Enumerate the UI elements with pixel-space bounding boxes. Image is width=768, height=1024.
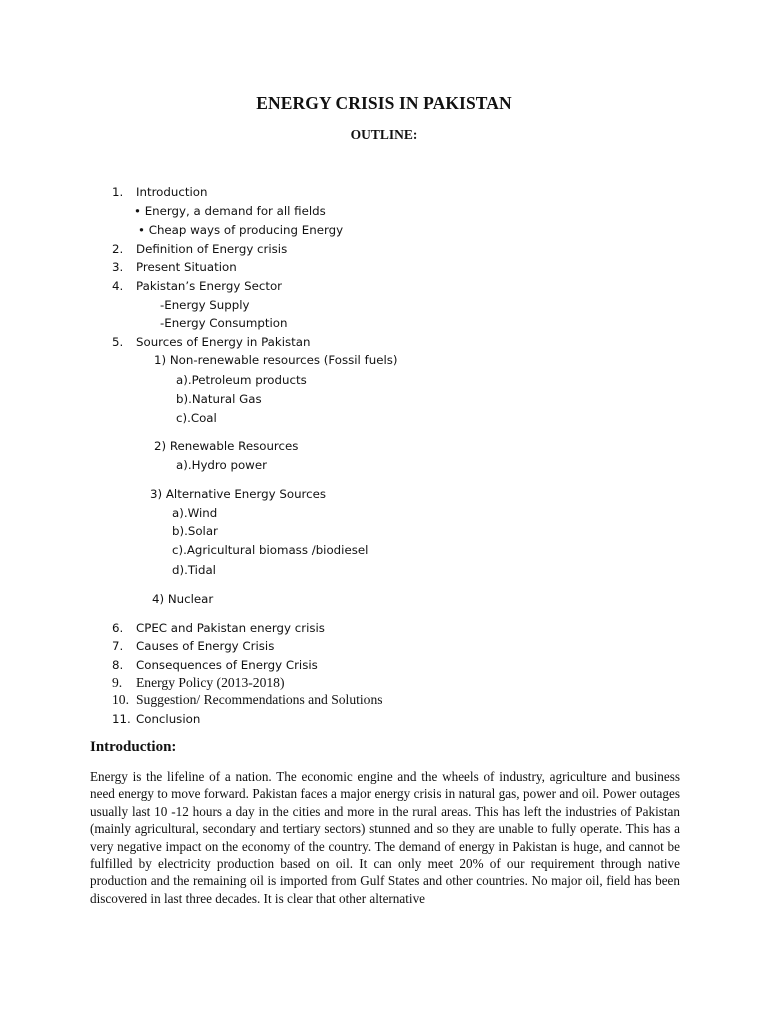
outline-item-text: 3) Alternative Energy Sources xyxy=(150,487,327,501)
outline-item-text: d).Tidal xyxy=(172,563,216,577)
outline-item-text: Suggestion/ Recommendations and Solutions xyxy=(136,692,383,707)
outline-item-text: 4) Nuclear xyxy=(152,592,214,606)
outline-item-text: b).Natural Gas xyxy=(176,392,262,406)
outline-item-text: CPEC and Pakistan energy crisis xyxy=(136,621,325,635)
outline-item-text: Conclusion xyxy=(136,712,201,726)
outline-item-text: Sources of Energy in Pakistan xyxy=(136,335,311,349)
outline-item-text: a).Hydro power xyxy=(176,458,267,472)
outline-item-text: a).Petroleum products xyxy=(176,373,307,387)
outline-item-text: -Energy Consumption xyxy=(160,316,288,330)
outline-item-text: 1) Non-renewable resources (Fossil fuels) xyxy=(154,353,398,367)
outline-item-text: • Cheap ways of producing Energy xyxy=(138,223,344,237)
outline-item-text: -Energy Supply xyxy=(160,298,250,312)
outline-item-number: 5. xyxy=(112,335,124,349)
outline-item-number: 1. xyxy=(112,185,124,199)
outline-item-number: 11. xyxy=(112,712,131,726)
outline-item-text: b).Solar xyxy=(172,524,218,538)
outline-item-number: 7. xyxy=(112,639,124,653)
outline-item-text: Definition of Energy crisis xyxy=(136,242,288,256)
outline-item-number: 4. xyxy=(112,279,124,293)
outline-item-number: 2. xyxy=(112,242,124,256)
outline-item-text: c).Agricultural biomass /biodiesel xyxy=(172,543,369,557)
outline-item-text: Consequences of Energy Crisis xyxy=(136,658,318,672)
outline-item-text: 2) Renewable Resources xyxy=(154,439,299,453)
outline-item-text: Energy Policy (2013-2018) xyxy=(136,675,285,690)
outline-item-text: Pakistan’s Energy Sector xyxy=(136,279,283,293)
outline-item-text: Introduction xyxy=(136,185,208,199)
outline-item-text: c).Coal xyxy=(176,411,217,425)
outline-item-text: Causes of Energy Crisis xyxy=(136,639,275,653)
outline-item-number: 10. xyxy=(112,692,129,707)
outline-item-text: a).Wind xyxy=(172,506,218,520)
outline-item-number: 9. xyxy=(112,675,123,690)
document-title: ENERGY CRISIS IN PAKISTAN xyxy=(256,93,512,113)
outline-item-text: Present Situation xyxy=(136,260,237,274)
outline-heading: OUTLINE: xyxy=(350,127,418,142)
introduction-heading: Introduction: xyxy=(90,739,177,755)
introduction-paragraph: Energy is the lifeline of a nation. The economic engine and the wheels of industry, agriculture and business need energy to move forward. Pakistan faces a major energy crisis in natural gas, power and oil. Power outages usually last 10 -12 hours a day in the cities and more in the rural areas. This has left the industries of Pakistan (mainly agricultural, secondary and tertiary sectors) stunned and so they are unable to fully operate. This has a very negative impact on the economy of the country. The demand of energy in Pakistan is huge, and cannot be fulfilled by electricity production based on oil. It can only meet 20% of our requirement through native production and the remaining oil is imported from Gulf States and other countries. No major oil, field has been discovered in last three decades. It is clear that other alternative xyxy=(90,769,680,906)
outline-item-number: 6. xyxy=(112,621,124,635)
outline-item-number: 3. xyxy=(112,260,124,274)
outline-item-text: • Energy, a demand for all fields xyxy=(134,204,326,218)
outline-item-number: 8. xyxy=(112,658,124,672)
